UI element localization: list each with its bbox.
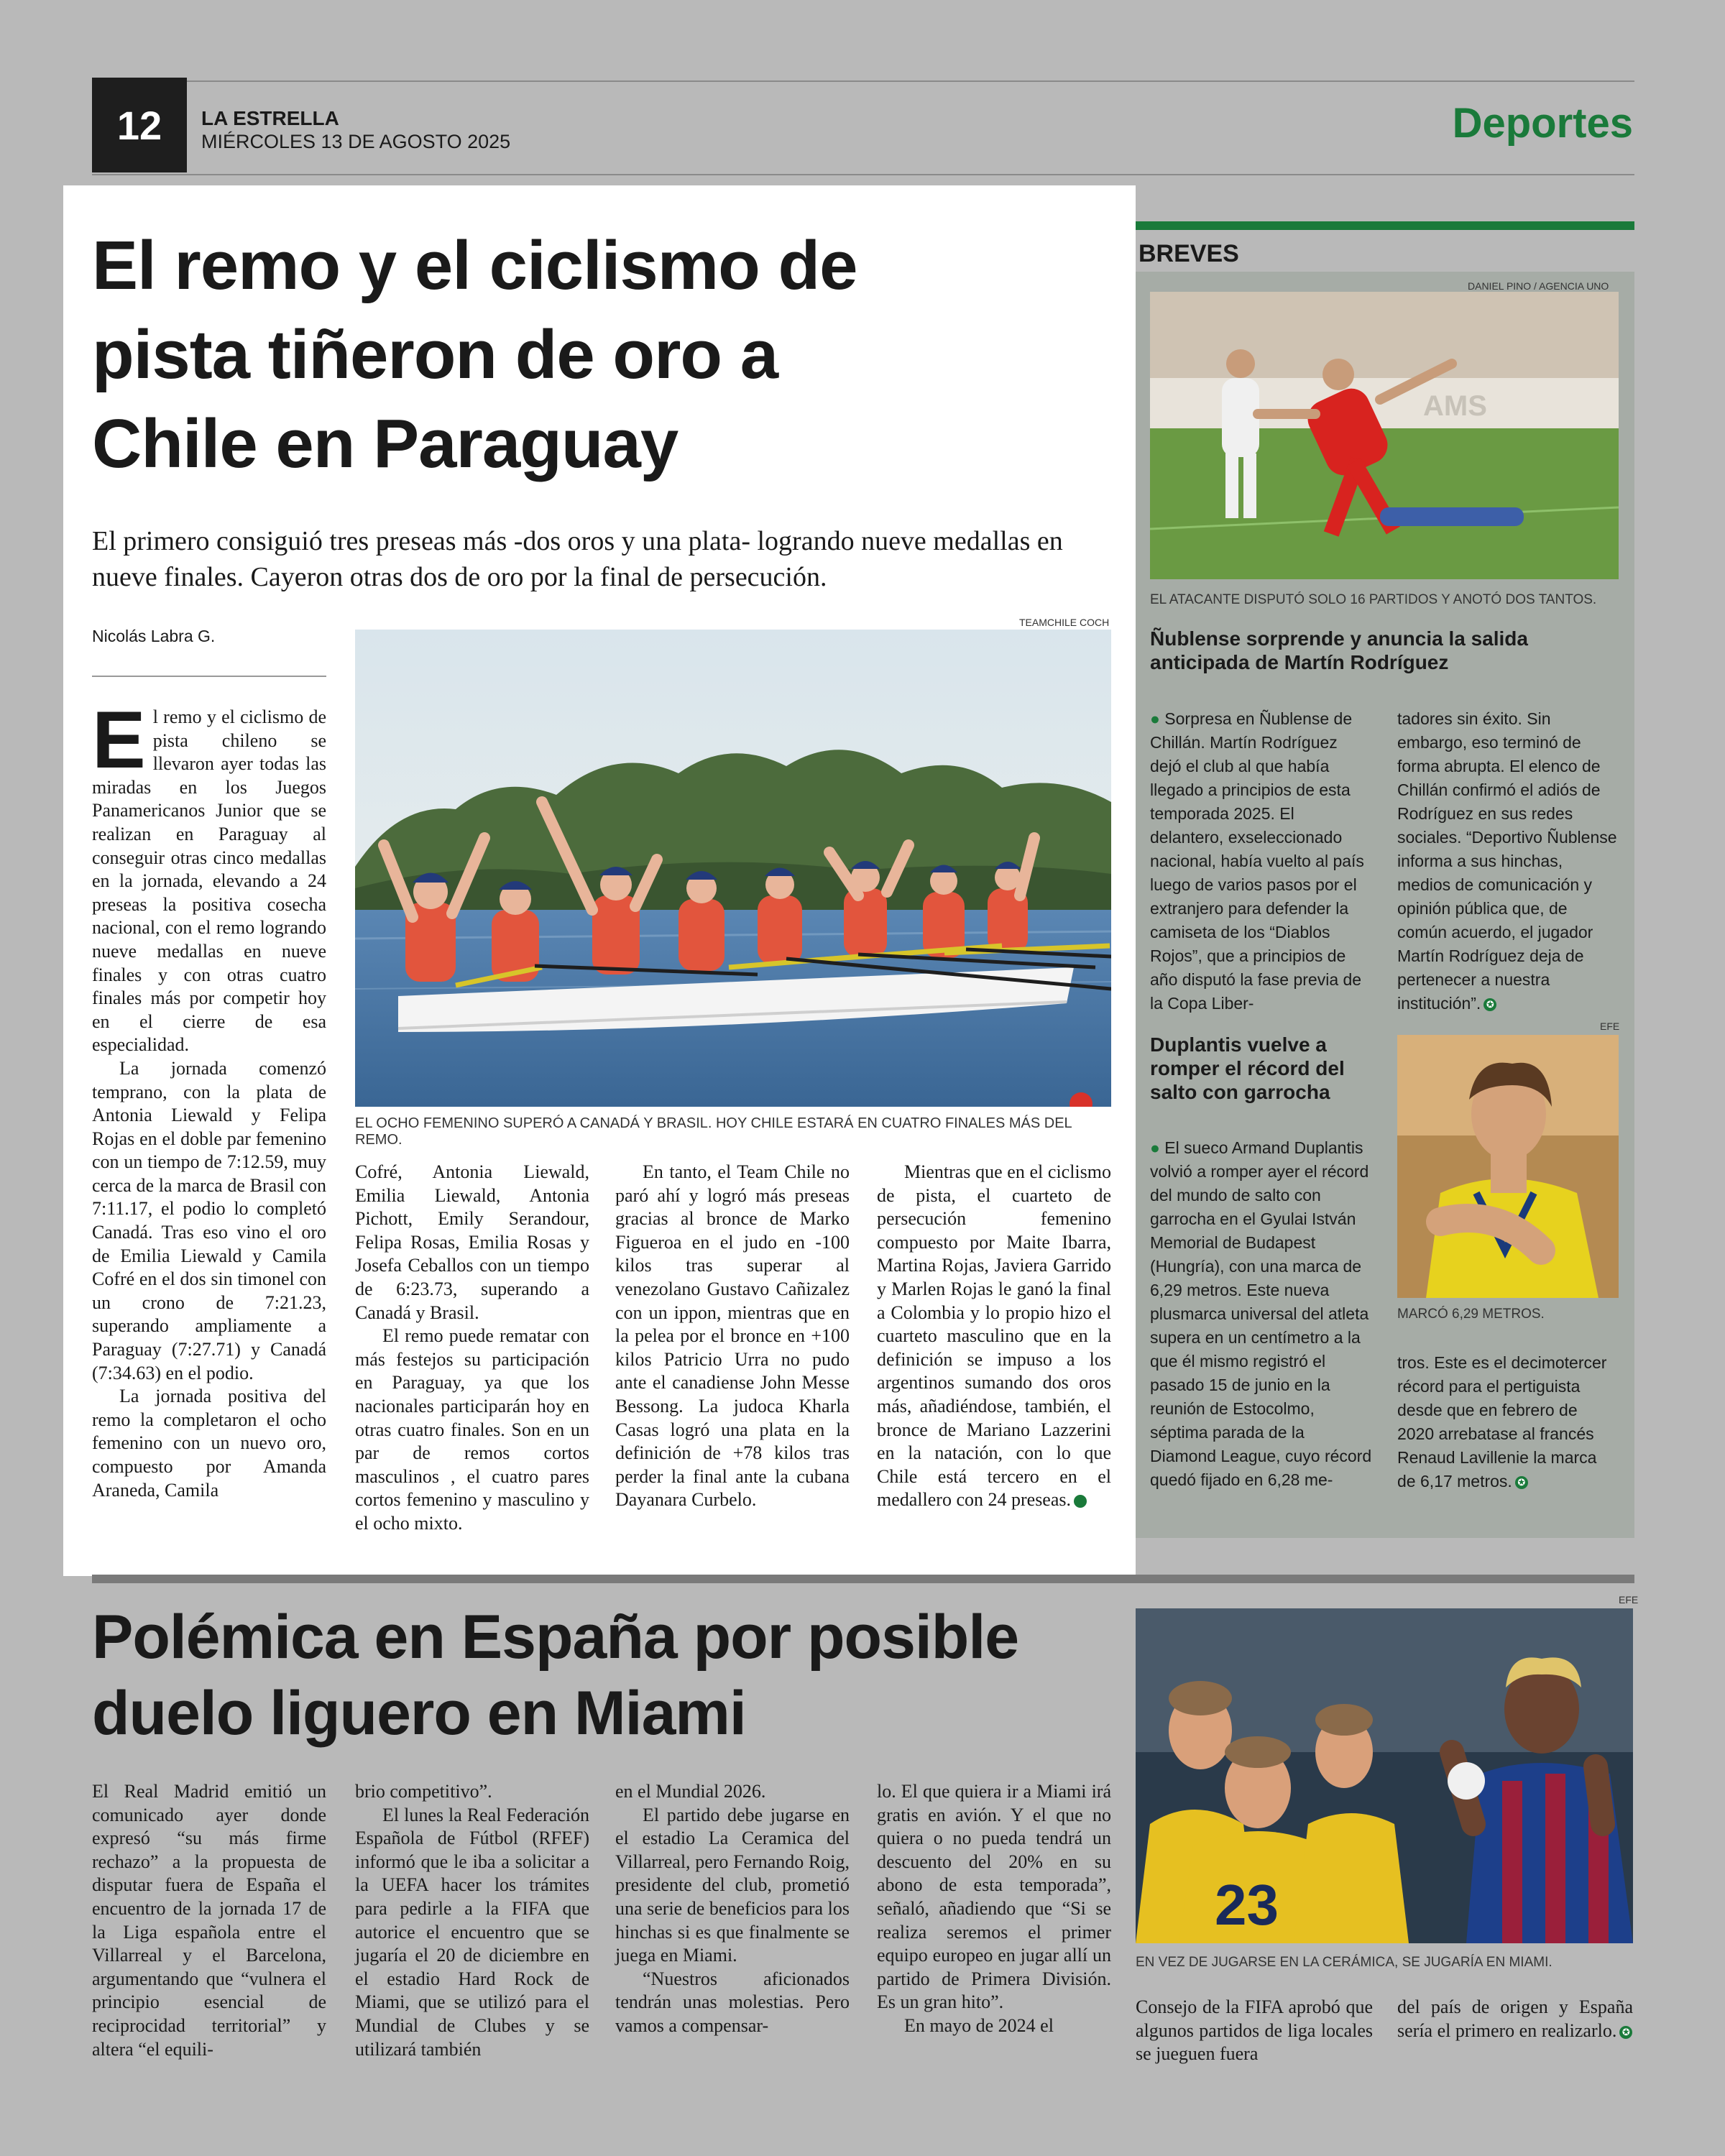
bottom-column-6 [1397,1996,1633,2042]
end-mark-icon: ✪ [1074,1495,1087,1508]
byline: Nicolás Labra G. [92,627,216,645]
dropcap: E [92,695,146,785]
photo-caption: EL OCHO FEMENINO SUPERÓ A CANADÁ Y BRASIL. HOY CHILE ESTARÁ EN CUATRO FINALES MÁS DEL REMO. [355,1115,1072,1148]
main-column-2 [355,1161,589,1536]
photo-caption: MARCÓ 6,29 METROS. [1397,1307,1545,1322]
football-photo [1150,292,1619,579]
soccer-photo-illustration [1136,1608,1633,1943]
paragraph: lo. El que quiera ir a Miami irá gratis en avión. Y el que no quiera o no pueda tendrá un descuento del 20% en su abono de esta temporada”, señaló, añadiendo que “Si se realiza seremos el primer equipo europeo en jugar allí un partido de Primera División. Es un gran hito”. [877,1781,1111,2013]
end-mark-icon: ✪ [1484,998,1496,1011]
main-column-3 [615,1161,850,1512]
brief-headline: Duplantis vuelve a romper el récord del salto con garrocha [1150,1033,1345,1103]
paragraph: El lunes la Real Federación Española de Fútbol (RFEF) informó que le iba a solicitar a la UEFA hacer los trámites para pedirle a la FIFA que autorice el encuentro que se jugaría el 20 de diciembre en el estadio Hard Rock de Miami, que se utilizó para el Mundial de Clubes y se utilizará también [355,1804,589,2060]
paragraph: La jornada comenzó temprano, con la plata de Antonia Liewald y Felipa Rojas en el doble par femenino con un tiempo de 7:12.59, muy cerca de la marca de Brasil con 7:11.17, el podio lo completó Canadá. Tras eso vino el oro de Emilia Liewald y Camila Cofré en el dos sin timonel con un crono de 7:21.23, superando ampliamente a Paraguay (7:27.71) y Canadá (7:34.63) en el podio. [92,1057,326,1383]
main-column-1 [92,695,326,1502]
paragraph: El remo puede rematar con más festejos su participación en Paraguay, ya que los nacionales participarán hoy en otras cuatro finales. Son en un par de remos cortos masculinos , el cuatro pares cortos femenino y masculino y el ocho mixto. [355,1325,589,1534]
bottom-column-5 [1136,1996,1373,2066]
paragraph: La jornada positiva del remo la completaron el ocho femenino con un nuevo oro, compuesto por Amanda Araneda, Camila [92,1386,326,1501]
photo-caption: EN VEZ DE JUGARSE EN LA CERÁMICA, SE JUGARÍA EN MIAMI. [1136,1955,1552,1970]
breves-rule [1136,221,1634,230]
paragraph: en el Mundial 2026. [615,1781,766,1802]
rowing-photo [355,630,1111,1107]
brief-column-1 [1150,707,1366,1015]
brief-column-1 [1150,1136,1373,1492]
main-column-4 [877,1161,1111,1512]
headline-line: Polémica en España por posible [92,1603,1019,1672]
end-mark-icon: ✪ [1515,1476,1528,1489]
paragraph [1397,1996,1633,2042]
bottom-column-2 [355,1780,589,2061]
bottom-column-3 [615,1780,850,2038]
publication-date: MIÉRCOLES 13 DE AGOSTO 2025 [201,131,511,152]
section-separator [92,1575,1634,1583]
main-headline [92,221,1098,489]
brief-column-2 [1397,707,1619,1015]
football-photo-illustration [1150,292,1619,579]
brief-text: tadores sin éxito. Sin embargo, eso terminó de forma abrupta. El elenco de Chillán confirmó el adiós de Rodríguez en sus redes sociales. “Deportivo Ñublense informa a sus hinchas, medios de comunicación y opinión pública que, de común acuerdo, el jugador Martín Rodríguez deja de pertenecer a nuestra institución”. [1397,709,1617,1013]
svg-text:23: 23 [1215,1873,1279,1937]
main-subhead: El primero consiguió tres preseas más -dos oros y una plata- logrando nueve medallas en nueve finales. Cayeron otras dos de oro por la final de persecución. [92,526,1063,592]
headline-line: duelo liguero en Miami [92,1679,746,1748]
section-title: Deportes [1452,100,1633,147]
brief-column-2 [1397,1351,1619,1493]
bottom-column-1 [92,1780,326,2061]
paragraph: En mayo de 2024 el [904,2014,1054,2036]
paragraph-text: del país de origen y España sería el primero en realizarlo. [1397,1996,1633,2041]
header-top-rule [92,80,1634,82]
paragraph: En tanto, el Team Chile no paró ahí y logró más preseas gracias al bronce de Marko Figueroa en el judo en -100 kilos tras superar al venezolano Gustavo Cañizalez con un ippon, mientras que en la pelea por el bronce en +100 kilos Patricio Urra no pudo ante el canadiense John Messe Bessong. La judoca Kharla Casas logró una plata en la definición de +78 kilos tras perder la final ante la cubana Dayanara Curbelo. [615,1161,850,1511]
paragraph: Cofré, Antonia Liewald, Emilia Liewald, Antonia Pichott, Emily Serandour, Felipa Rosas, Emilia Rosas y Josefa Ceballos con un tiempo de 6:23.73, superando a Canadá y Brasil. [355,1161,589,1323]
paragraph: El Real Madrid emitió un comunicado ayer donde expresó “su más firme rechazo” a la propuesta de disputar fuera de España el encuentro de la jornada 17 de la Liga española entre el Villarreal y el Barcelona, argumentando que “vulnera el principio esencial de reciprocidad territorial” y altera “el equili- [92,1781,326,2060]
paragraph: “Nuestros aficionados tendrán unas molestias. Pero vamos a compensar- [615,1968,850,2036]
bottom-headline [92,1599,1113,1751]
svg-text:AMS: AMS [1423,390,1487,422]
rowing-photo-illustration [355,630,1111,1107]
bullet-icon: ● [1150,709,1160,728]
paragraph-text: Mientras que en el ciclismo de pista, el cuarteto de persecución femenino compuesto por Maite Ibarra, Martina Rojas, Javiera Garrido y Marlen Rojas le ganó la final a Colombia y lo propio hizo el cuarteto masculino que en la definición se impuso a los argentinos sumando dos oros más, añadiéndose, también, el bronce de Mariano Lazzerini en la natación, con lo que Chile está tercero en el medallero con 24 preseas. [877,1161,1111,1511]
headline-line: El remo y el ciclismo de [92,227,857,304]
photo-caption: EL ATACANTE DISPUTÓ SOLO 16 PARTIDOS Y ANOTÓ DOS TANTOS. [1150,592,1597,607]
brief-headline: Ñublense sorprende y anuncia la salida anticipada de Martín Rodríguez [1150,627,1528,673]
bottom-column-4 [877,1780,1111,2038]
photo-credit: DANIEL PINO / AGENCIA UNO [1468,280,1609,292]
headline-line: Chile en Paraguay [92,405,678,482]
brief-text: Sorpresa en Ñublense de Chillán. Martín Rodríguez dejó el club al que había llegado a principios de esta temporada 2025. El delantero, exseleccionado nacional, había vuelto al país luego de varios pasos por el extranjero para defender la camiseta de los “Diablos Rojos”, que a principios de año disputó la fase previa de la Copa Liber- [1150,709,1364,1013]
paragraph: Consejo de la FIFA aprobó que algunos partidos de liga locales se jueguen fuera [1136,1996,1373,2065]
publication-name: LA ESTRELLA [201,107,339,129]
headline-line: pista tiñeron de oro a [92,316,778,393]
photo-credit: EFE [1619,1594,1639,1606]
paragraph: El partido debe jugarse en el estadio La Ceramica del Villarreal, pero Fernando Roig, presidente del club, prometió una serie de beneficios para los hinchas si es que finalmente se juega en Miami. [615,1804,850,1966]
paragraph: l remo y el ciclismo de pista chileno se llevaron ayer todas las miradas en los Juegos Panamericanos Junior que se realizan en Paraguay al conseguir otras cinco medallas en la jornada, elevando a 24 preseas la positiva cosecha nacional, con el remo logrando nueve medallas en nueve finales y con otras cuatro finales más por competir hoy en el cierre de esa especialidad. [92,706,326,1056]
paragraph: brio competitivo”. [355,1781,492,1802]
header-bottom-rule [92,174,1634,175]
duplantis-photo [1397,1035,1619,1298]
photo-credit: TEAMCHILE COCH [1019,617,1110,628]
byline-rule [92,676,326,677]
breves-title: BREVES [1138,240,1239,267]
paragraph [877,1161,1111,1512]
page-number: 12 [92,78,187,172]
photo-credit: EFE [1600,1021,1620,1032]
soccer-photo [1136,1608,1633,1943]
end-mark-icon: ✪ [1619,2026,1632,2039]
bullet-icon: ● [1150,1138,1160,1157]
brief-text: tros. Este es el decimotercer récord para el pertiguista desde que en febrero de 2020 arrebatase al francés Renaud Lavillenie la marca de 6,17 metros. [1397,1353,1607,1491]
duplantis-photo-illustration [1397,1035,1619,1298]
brief-text: El sueco Armand Duplantis volvió a romper ayer el récord del mundo de salto con garrocha en el Gyulai István Memorial de Budapest (Hungría), con una marca de 6,29 metros. Este nueva plusmarca universal del atleta supera en un centímetro a la que él mismo registró el pasado 15 de junio en la reunión de Estocolmo, séptima parada de la Diamond League, cuyo récord quedó fijado en 6,28 me- [1150,1138,1372,1489]
